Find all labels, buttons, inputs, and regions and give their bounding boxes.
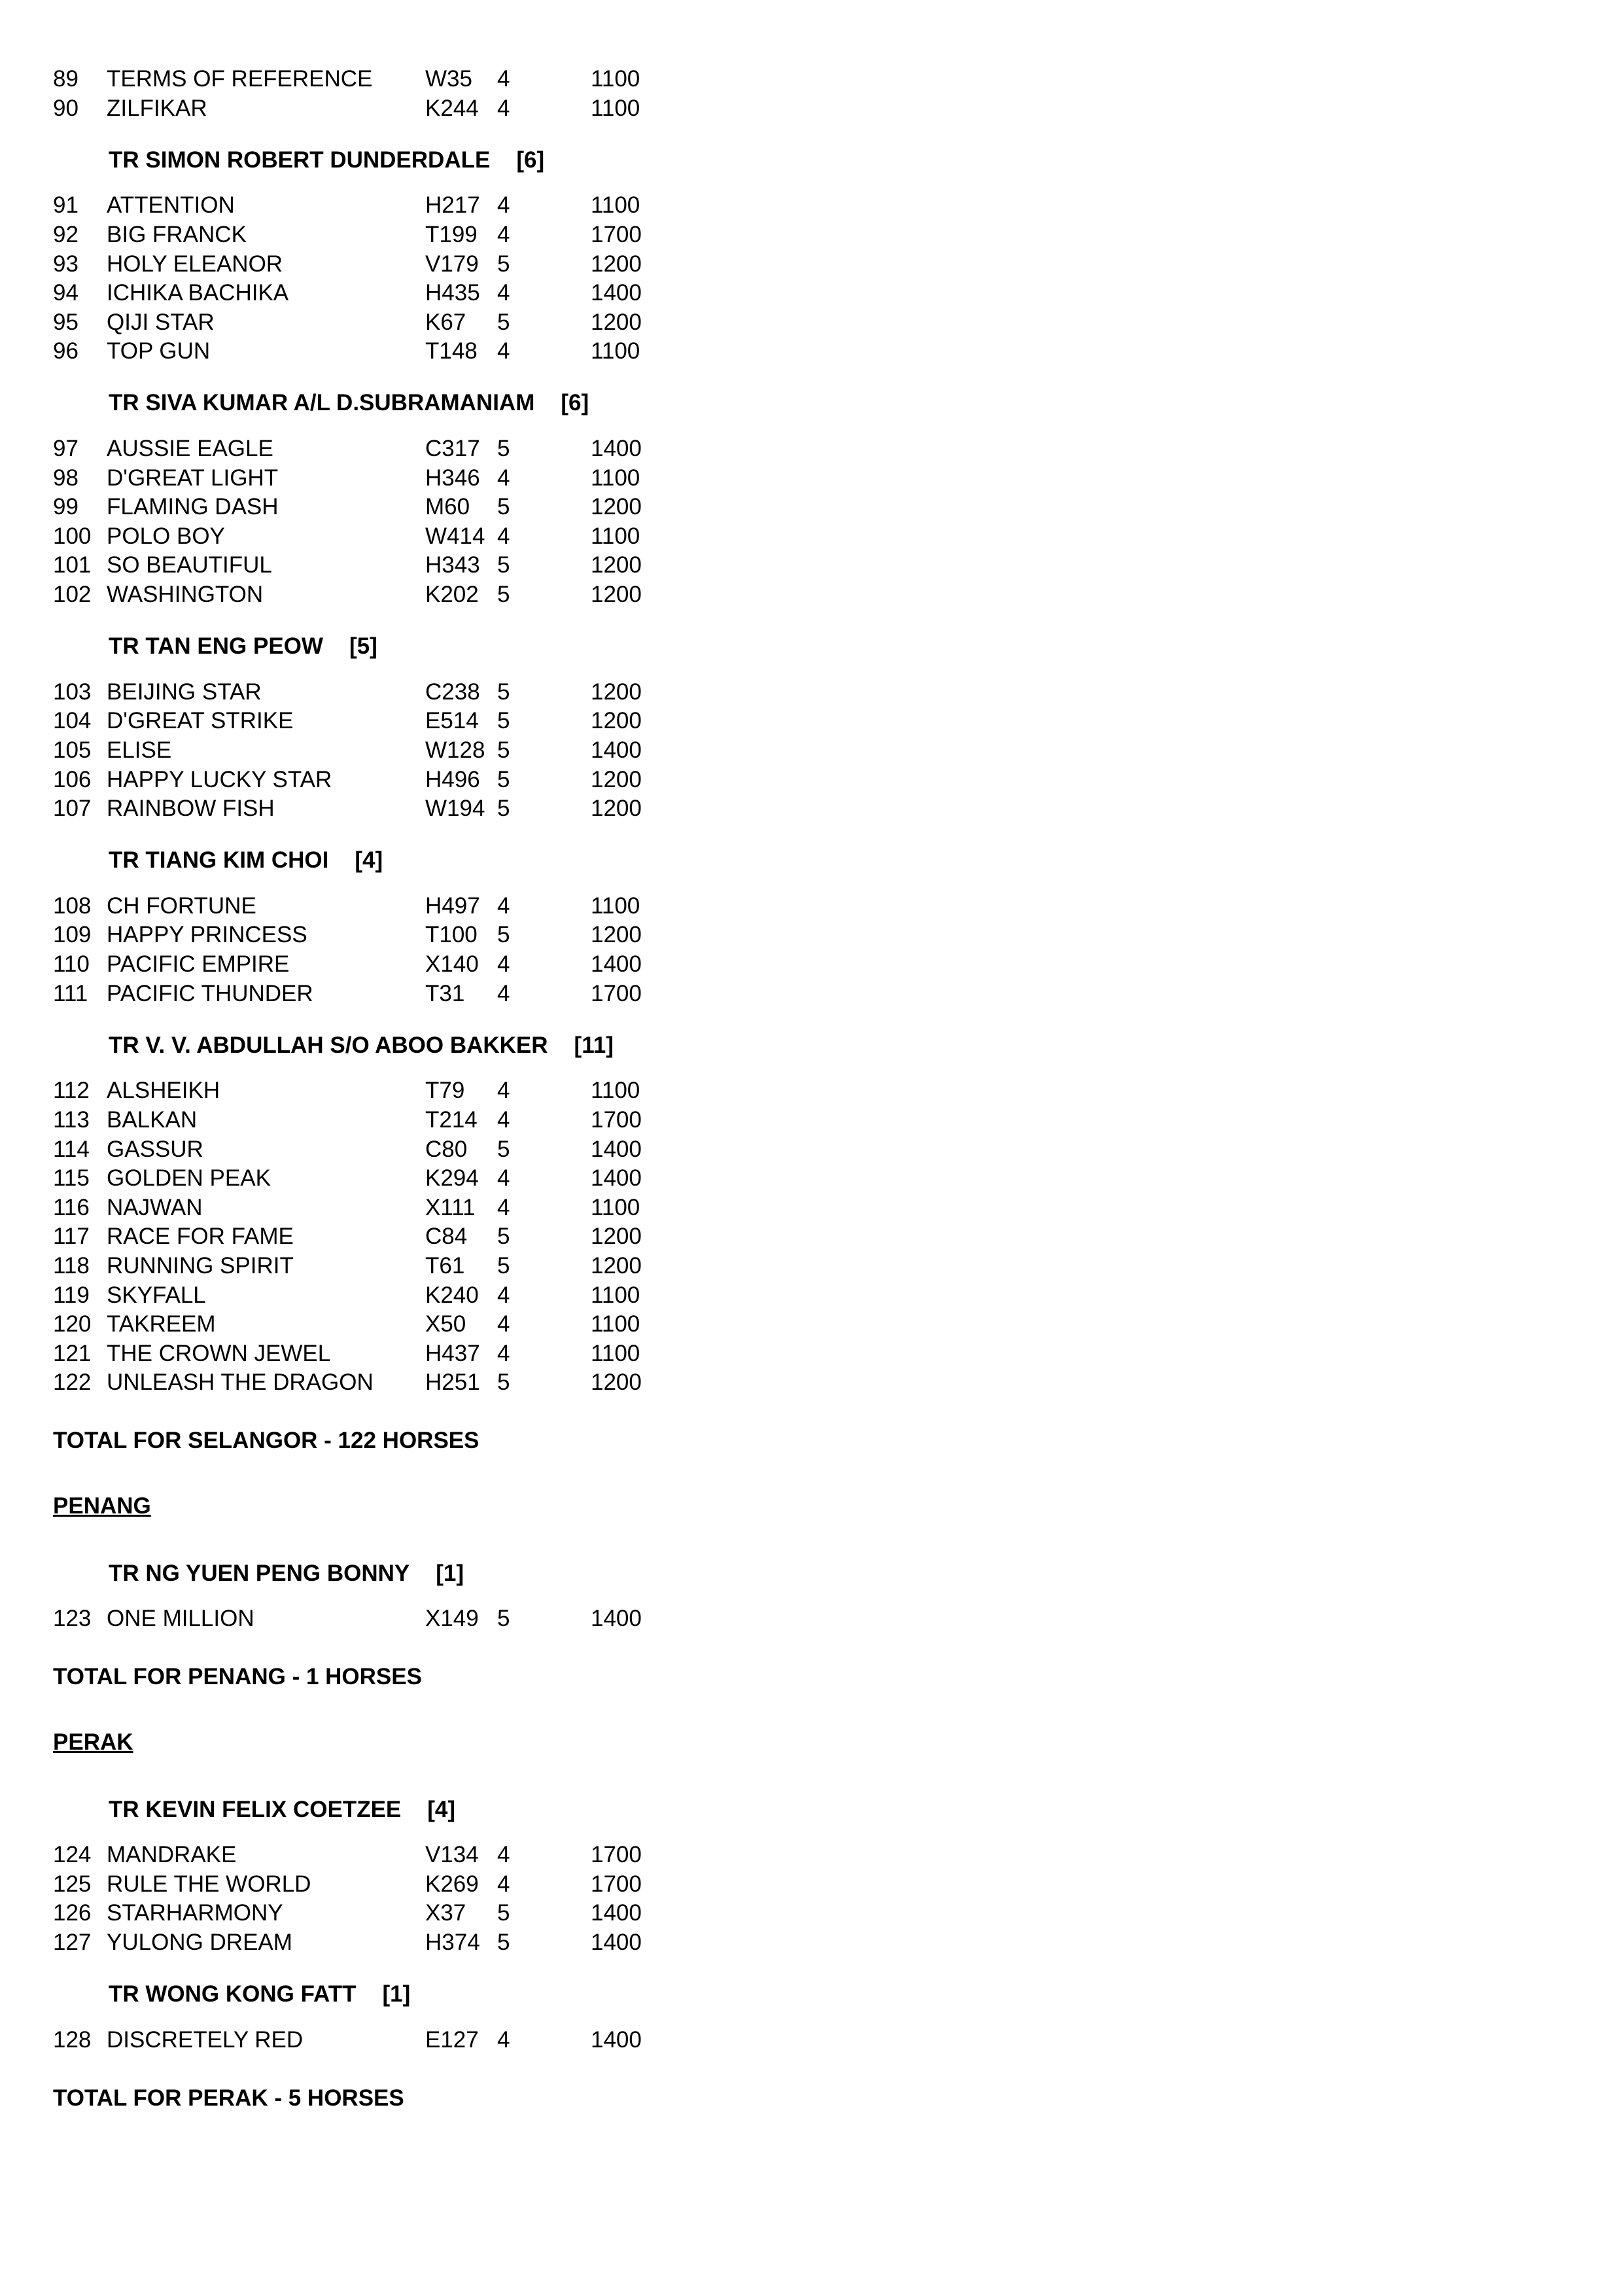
trainer-horse-count: [4]: [427, 1796, 456, 1822]
region-total: TOTAL FOR PENANG - 1 HORSES: [53, 1664, 422, 1690]
horse-code: H497: [425, 892, 480, 919]
distance: 1400: [591, 1929, 642, 1955]
horse-name: CH FORTUNE: [107, 892, 256, 919]
horse-code: C317: [425, 436, 480, 461]
horse-code: X149: [425, 1606, 479, 1632]
horse-name: RULE THE WORLD: [107, 1871, 311, 1897]
horse-code: W35: [425, 66, 472, 92]
distance: 1200: [591, 552, 642, 578]
entry-number: 107: [53, 796, 92, 822]
entry-number: 124: [53, 1842, 92, 1868]
distance: 1700: [591, 221, 642, 247]
trainer-horse-count: [6]: [561, 390, 589, 416]
distance: 1400: [591, 280, 642, 306]
horse-age: 4: [497, 523, 510, 549]
trainer-horse-count: [1]: [382, 1981, 411, 2007]
trainer-heading: [109, 845, 383, 875]
trainer-horse-count: [1]: [436, 1560, 464, 1586]
horse-name: FLAMING DASH: [107, 494, 279, 520]
distance: 1100: [591, 192, 640, 219]
trainer-name: TR SIMON ROBERT DUNDERDALE: [109, 147, 491, 173]
horse-code: H251: [425, 1369, 480, 1396]
horse-name: AUSSIE EAGLE: [107, 436, 273, 461]
horse-age: 4: [497, 951, 510, 977]
trainer-heading: [109, 388, 589, 417]
distance: 1200: [591, 679, 642, 705]
horse-age: 4: [497, 1106, 510, 1133]
horse-age: 5: [497, 1929, 510, 1955]
region-total: TOTAL FOR SELANGOR - 122 HORSES: [53, 1428, 480, 1454]
horse-code: X50: [425, 1311, 466, 1337]
horse-age: 4: [497, 2026, 510, 2053]
distance: 1400: [591, 1900, 642, 1926]
entry-number: 115: [53, 1165, 90, 1192]
horse-age: 4: [497, 221, 510, 247]
distance: 1700: [591, 1106, 642, 1133]
distance: 1100: [591, 1311, 640, 1337]
horse-code: T61: [425, 1252, 465, 1279]
distance: 1100: [591, 1194, 640, 1220]
horse-name: HAPPY LUCKY STAR: [107, 766, 332, 792]
horse-name: ALSHEIKH: [107, 1078, 220, 1104]
horse-code: E127: [425, 2026, 479, 2053]
horse-name: D'GREAT LIGHT: [107, 465, 279, 491]
horse-age: 4: [497, 338, 510, 364]
horse-name: GOLDEN PEAK: [107, 1165, 271, 1192]
horse-name: WASHINGTON: [107, 582, 264, 607]
horse-name: RAINBOW FISH: [107, 796, 275, 822]
entry-number: 101: [53, 552, 92, 578]
horse-age: 4: [497, 1871, 510, 1897]
horse-age: 4: [497, 66, 510, 92]
entry-number: 89: [53, 66, 79, 92]
horse-code: M60: [425, 494, 470, 520]
distance: 1400: [591, 1165, 642, 1192]
horse-age: 5: [497, 309, 510, 335]
horse-age: 4: [497, 980, 510, 1006]
entry-number: 90: [53, 95, 79, 121]
distance: 1700: [591, 1871, 642, 1897]
distance: 1100: [591, 465, 640, 491]
distance: 1700: [591, 980, 642, 1006]
horse-code: X140: [425, 951, 479, 977]
horse-age: 4: [497, 465, 510, 491]
horse-name: D'GREAT STRIKE: [107, 708, 294, 734]
horse-code: H217: [425, 192, 480, 219]
horse-name: BEIJING STAR: [107, 679, 262, 705]
horse-code: W194: [425, 796, 485, 822]
horse-code: X37: [425, 1900, 466, 1926]
horse-code: H437: [425, 1340, 480, 1366]
distance: 1200: [591, 766, 642, 792]
horse-code: C238: [425, 679, 480, 705]
horse-age: 4: [497, 95, 510, 121]
trainer-heading: [109, 145, 544, 175]
horse-age: 5: [497, 922, 510, 948]
horse-name: BIG FRANCK: [107, 221, 247, 247]
entry-number: 98: [53, 465, 79, 491]
trainer-name: TR TIANG KIM CHOI: [109, 847, 329, 874]
horse-age: 5: [497, 737, 510, 763]
distance: 1400: [591, 951, 642, 977]
trainer-heading: [109, 1795, 455, 1824]
horse-code: T199: [425, 221, 478, 247]
horse-name: SKYFALL: [107, 1282, 206, 1308]
horse-code: H346: [425, 465, 480, 491]
trainer-heading: [109, 1031, 614, 1060]
horse-age: 5: [497, 552, 510, 578]
horse-name: RUNNING SPIRIT: [107, 1252, 294, 1279]
distance: 1200: [591, 708, 642, 734]
entry-number: 102: [53, 582, 92, 607]
horse-age: 4: [497, 280, 510, 306]
trainer-horse-count: [5]: [349, 633, 377, 660]
entry-number: 112: [53, 1078, 90, 1104]
horse-name: SO BEAUTIFUL: [107, 552, 272, 578]
entry-number: 125: [53, 1871, 92, 1897]
horse-age: 4: [497, 892, 510, 919]
horse-name: RACE FOR FAME: [107, 1224, 294, 1250]
horse-code: K294: [425, 1165, 479, 1192]
horse-name: GASSUR: [107, 1136, 203, 1162]
entry-number: 96: [53, 338, 79, 364]
horse-age: 5: [497, 766, 510, 792]
entry-number: 104: [53, 708, 92, 734]
entry-number: 114: [53, 1136, 90, 1162]
horse-code: C84: [425, 1224, 468, 1250]
entry-number: 105: [53, 737, 92, 763]
distance: 1100: [591, 95, 640, 121]
horse-name: HOLY ELEANOR: [107, 251, 283, 277]
distance: 1100: [591, 338, 640, 364]
horse-name: PACIFIC THUNDER: [107, 980, 313, 1006]
horse-age: 5: [497, 1606, 510, 1632]
entry-number: 99: [53, 494, 79, 520]
entry-number: 117: [53, 1224, 90, 1250]
horse-code: K67: [425, 309, 466, 335]
distance: 1100: [591, 1078, 640, 1104]
distance: 1200: [591, 1224, 642, 1250]
distance: 1200: [591, 1252, 642, 1279]
horse-code: K240: [425, 1282, 479, 1308]
horse-code: T79: [425, 1078, 465, 1104]
horse-age: 5: [497, 436, 510, 461]
entry-number: 119: [53, 1282, 90, 1308]
horse-name: HAPPY PRINCESS: [107, 922, 307, 948]
horse-name: ONE MILLION: [107, 1606, 254, 1632]
horse-name: ZILFIKAR: [107, 95, 207, 121]
distance: 1200: [591, 1369, 642, 1396]
entry-number: 92: [53, 221, 79, 247]
horse-age: 4: [497, 1842, 510, 1868]
entry-number: 94: [53, 280, 79, 306]
distance: 1200: [591, 582, 642, 607]
horse-code: H435: [425, 280, 480, 306]
horse-code: T31: [425, 980, 465, 1006]
horse-name: QIJI STAR: [107, 309, 215, 335]
horse-code: X111: [425, 1194, 476, 1220]
horse-name: TERMS OF REFERENCE: [107, 66, 373, 92]
trainer-name: TR NG YUEN PENG BONNY: [109, 1560, 410, 1586]
horse-age: 4: [497, 1194, 510, 1220]
horse-code: K269: [425, 1871, 479, 1897]
horse-code: T214: [425, 1106, 478, 1133]
trainer-heading: [109, 1979, 410, 2009]
horse-age: 5: [497, 1900, 510, 1926]
horse-name: NAJWAN: [107, 1194, 203, 1220]
trainer-heading: [109, 631, 377, 661]
horse-age: 5: [497, 796, 510, 822]
trainer-horse-count: [6]: [516, 147, 545, 173]
distance: 1100: [591, 523, 640, 549]
entry-number: 120: [53, 1311, 92, 1337]
trainer-heading: [109, 1559, 464, 1588]
horse-name: THE CROWN JEWEL: [107, 1340, 331, 1366]
entry-number: 116: [53, 1194, 90, 1220]
entry-number: 122: [53, 1369, 92, 1396]
horse-age: 5: [497, 1252, 510, 1279]
distance: 1100: [591, 1340, 640, 1366]
horse-code: H343: [425, 552, 480, 578]
horse-name: TOP GUN: [107, 338, 211, 364]
entry-number: 121: [53, 1340, 92, 1366]
horse-age: 5: [497, 494, 510, 520]
distance: 1200: [591, 251, 642, 277]
distance: 1700: [591, 1842, 642, 1868]
horse-age: 5: [497, 1224, 510, 1250]
trainer-name: TR V. V. ABDULLAH S/O ABOO BAKKER: [109, 1032, 548, 1058]
region-heading: PERAK: [53, 1729, 133, 1755]
entry-number: 113: [53, 1106, 90, 1133]
distance: 1100: [591, 892, 640, 919]
entry-number: 123: [53, 1606, 92, 1632]
horse-age: 5: [497, 679, 510, 705]
horse-name: BALKAN: [107, 1106, 198, 1133]
horse-age: 4: [497, 192, 510, 219]
distance: 1100: [591, 1282, 640, 1308]
entry-number: 97: [53, 436, 79, 461]
horse-age: 4: [497, 1165, 510, 1192]
horse-age: 5: [497, 251, 510, 277]
trainer-name: TR SIVA KUMAR A/L D.SUBRAMANIAM: [109, 390, 535, 416]
horse-age: 5: [497, 1136, 510, 1162]
entry-number: 106: [53, 766, 92, 792]
horse-code: E514: [425, 708, 479, 734]
distance: 1400: [591, 2026, 642, 2053]
horse-name: MANDRAKE: [107, 1842, 237, 1868]
horse-name: ELISE: [107, 737, 172, 763]
entry-number: 93: [53, 251, 79, 277]
entry-number: 110: [53, 951, 90, 977]
horse-name: POLO BOY: [107, 523, 225, 549]
horse-code: T100: [425, 922, 478, 948]
horse-name: ICHIKA BACHIKA: [107, 280, 289, 306]
entry-number: 103: [53, 679, 92, 705]
horse-age: 4: [497, 1078, 510, 1104]
horse-name: DISCRETELY RED: [107, 2026, 304, 2053]
horse-name: PACIFIC EMPIRE: [107, 951, 290, 977]
distance: 1400: [591, 1606, 642, 1632]
horse-age: 5: [497, 582, 510, 607]
horse-code: H374: [425, 1929, 480, 1955]
horse-age: 5: [497, 1369, 510, 1396]
entry-number: 111: [53, 980, 88, 1006]
horse-age: 4: [497, 1340, 510, 1366]
entry-number: 100: [53, 523, 92, 549]
horse-code: W128: [425, 737, 485, 763]
entry-number: 118: [53, 1252, 90, 1279]
horse-code: H496: [425, 766, 480, 792]
horse-age: 4: [497, 1311, 510, 1337]
distance: 1400: [591, 737, 642, 763]
region-total: TOTAL FOR PERAK - 5 HORSES: [53, 2085, 404, 2111]
entry-number: 128: [53, 2026, 92, 2053]
distance: 1400: [591, 436, 642, 461]
entry-number: 109: [53, 922, 92, 948]
horse-code: V179: [425, 251, 479, 277]
horse-name: ATTENTION: [107, 192, 235, 219]
horse-code: C80: [425, 1136, 468, 1162]
horse-age: 4: [497, 1282, 510, 1308]
trainer-name: TR KEVIN FELIX COETZEE: [109, 1796, 402, 1822]
entry-number: 108: [53, 892, 92, 919]
trainer-horse-count: [4]: [355, 847, 383, 874]
entry-number: 91: [53, 192, 79, 219]
entry-number: 127: [53, 1929, 92, 1955]
region-heading: PENANG: [53, 1493, 151, 1519]
distance: 1400: [591, 1136, 642, 1162]
horse-name: UNLEASH THE DRAGON: [107, 1369, 374, 1396]
horse-age: 5: [497, 708, 510, 734]
distance: 1200: [591, 309, 642, 335]
entry-number: 95: [53, 309, 79, 335]
entry-number: 126: [53, 1900, 92, 1926]
horse-name: YULONG DREAM: [107, 1929, 292, 1955]
distance: 1200: [591, 796, 642, 822]
horse-code: K202: [425, 582, 479, 607]
horse-name: STARHARMONY: [107, 1900, 283, 1926]
horse-name: TAKREEM: [107, 1311, 216, 1337]
distance: 1100: [591, 66, 640, 92]
distance: 1200: [591, 494, 642, 520]
horse-code: K244: [425, 95, 479, 121]
distance: 1200: [591, 922, 642, 948]
horse-code: V134: [425, 1842, 479, 1868]
trainer-name: TR TAN ENG PEOW: [109, 633, 323, 660]
horse-code: T148: [425, 338, 478, 364]
trainer-name: TR WONG KONG FATT: [109, 1981, 357, 2007]
trainer-horse-count: [11]: [574, 1032, 614, 1058]
horse-code: W414: [425, 523, 485, 549]
